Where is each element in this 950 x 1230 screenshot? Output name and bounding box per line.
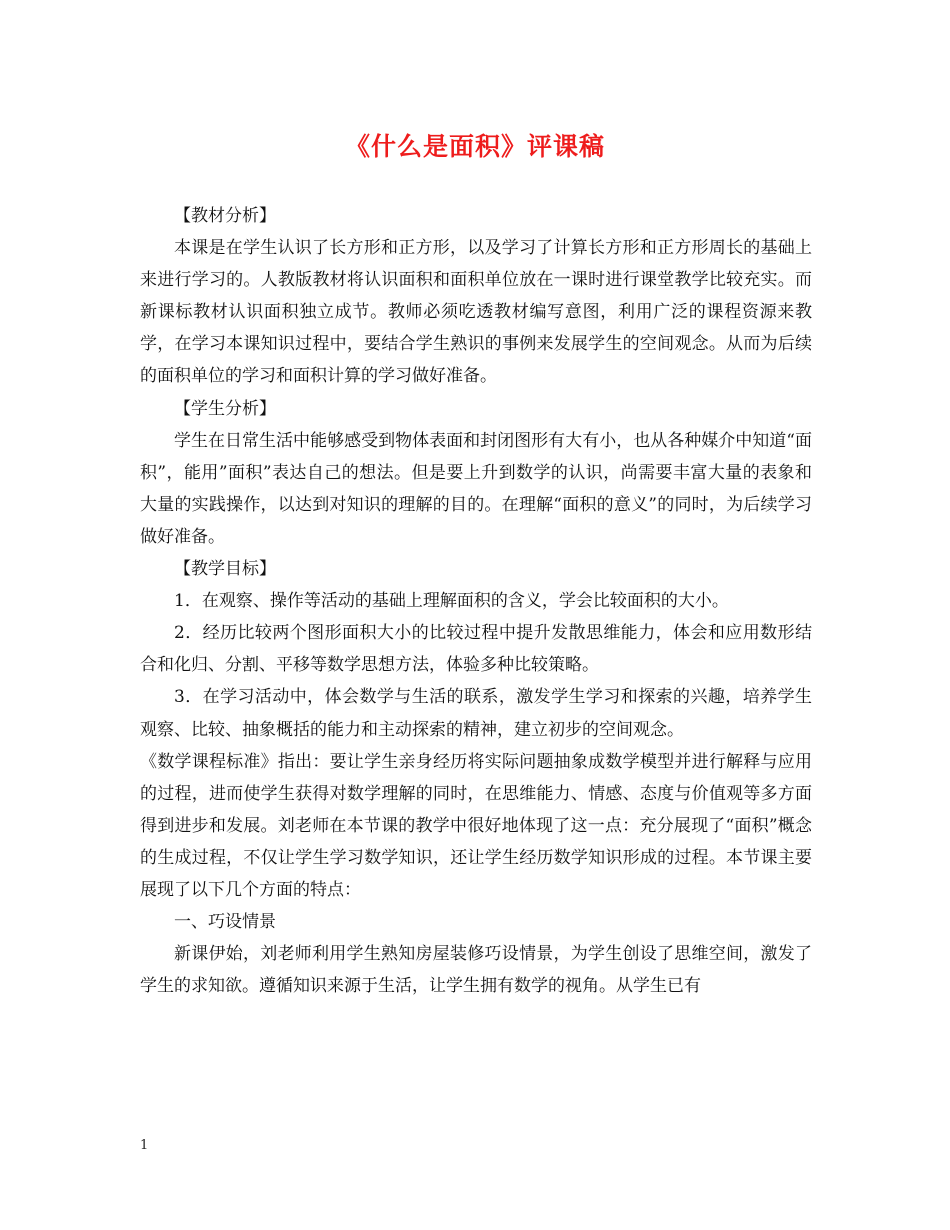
page-number: 1 xyxy=(140,1138,149,1153)
goal-item-1: 1．在观察、操作等活动的基础上理解面积的含义，学会比较面积的大小。 xyxy=(174,591,729,612)
goal-item-3: 3．在学习活动中，体会数学与生活的联系，激发学生学习和探索的兴趣，培养学生观察、比较、抽象概括的能力和主动探索的精神，建立初步的空间观念。 xyxy=(140,687,812,740)
section-heading-scenario: 一、巧设情景 xyxy=(174,912,276,933)
section-heading-textbook-analysis: 【教材分析】 xyxy=(174,206,276,226)
paragraph-scenario: 新课伊始，刘老师利用学生熟知房屋装修巧设情景，为学生创设了思维空间，激发了学生的求知欲。遵循知识来源于生活，让学生拥有数学的视角。从学生已有 xyxy=(140,944,812,997)
document-title: 《什么是面积》评课稿 xyxy=(344,132,605,161)
goal-item-2: 2．经历比较两个图形面积大小的比较过程中提升发散思维能力，体会和应用数形结合和化归、分割、平移等数学思想方法，体验多种比较策略。 xyxy=(140,623,812,676)
section-heading-teaching-goals: 【教学目标】 xyxy=(174,559,276,580)
section-heading-student-analysis: 【学生分析】 xyxy=(174,398,276,419)
paragraph-student-analysis: 学生在日常生活中能够感受到物体表面和封闭图形有大有小，也从各种媒介中知道“面积”，能用”面积”表达自己的想法。但是要上升到数学的认识，尚需要丰富大量的表象和大量的实践操作，以达到对知识的理解的目的。在理解“面积的意义”的同时，为后续学习做好准备。 xyxy=(140,430,812,547)
paragraph-textbook-analysis: 本课是在学生认识了长方形和正方形，以及学习了计算长方形和正方形周长的基础上来进行学习的。人教版教材将认识面积和面积单位放在一课时进行课堂教学比较充实。而新课标教材认识面积独立成节。教师必须吃透教材编写意图，利用广泛的课程资源来教学，在学习本课知识过程中，要结合学生熟识的事例来发展学生的空间观念。从而为后续的面积单位的学习和面积计算的学习做好准备。 xyxy=(140,238,812,387)
paragraph-curriculum-standard: 《数学课程标准》指出：要让学生亲身经历将实际问题抽象成数学模型并进行解释与应用的过程，进而使学生获得对数学理解的同时，在思维能力、情感、态度与价值观等多方面得到进步和发展。刘老师在本节课的教学中很好地体现了这一点：充分展现了“面积”概念的生成过程，不仅让学生学习数学知识，还让学生经历数学知识形成的过程。本节课主要展现了以下几个方面的特点： xyxy=(140,751,812,900)
document-body xyxy=(140,200,812,1002)
